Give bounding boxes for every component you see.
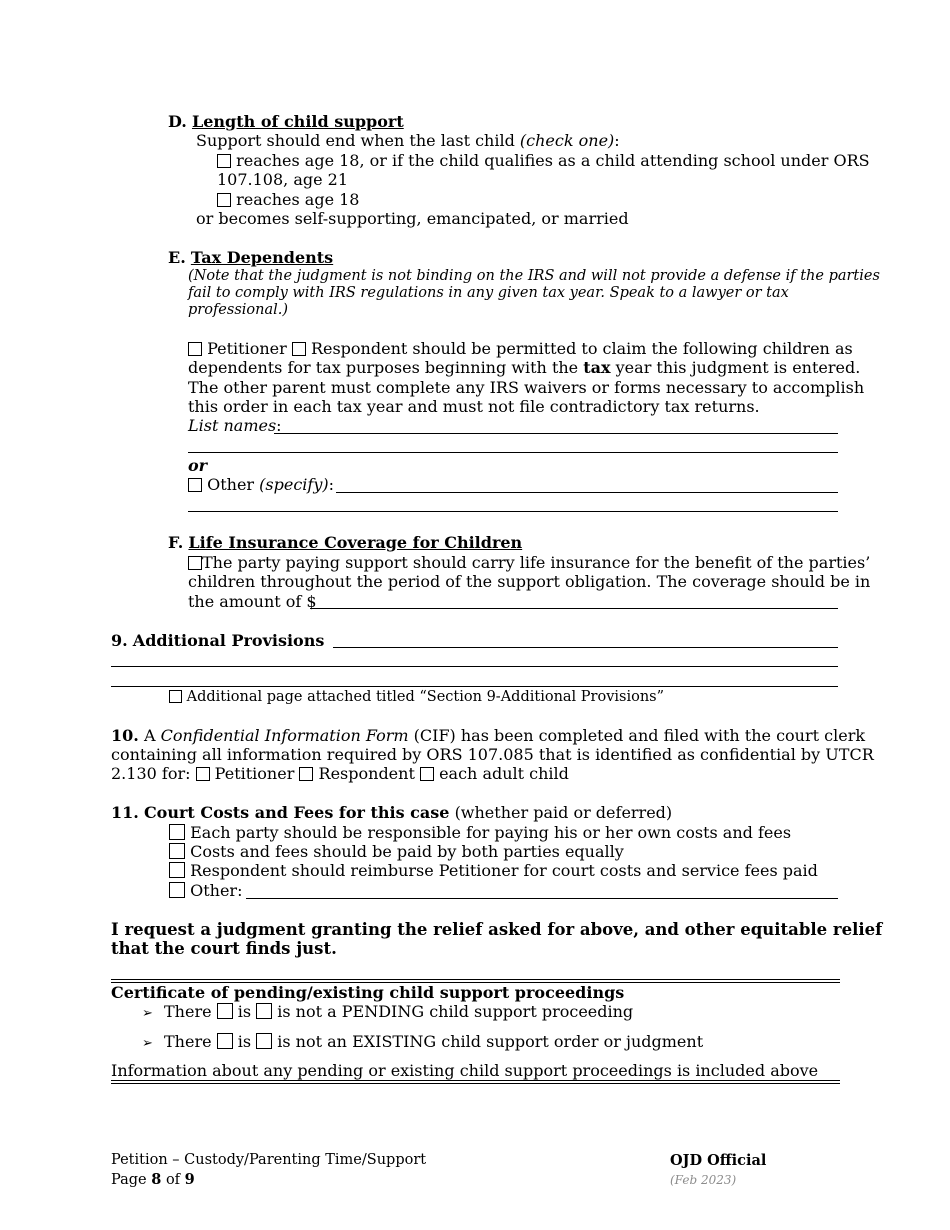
additional-provisions-field-1[interactable] [333, 647, 838, 648]
tax-claim-line-2: dependents for tax purposes beginning with the tax year this judgment is entered. [188, 358, 861, 377]
footer-form-title: Petition – Custody/Parenting Time/Support [111, 1152, 427, 1168]
tax-note-line-2: fail to comply with IRS regulations in any given tax year. Speak to a lawyer or tax [188, 285, 789, 301]
age-21-checkbox[interactable] [217, 154, 231, 168]
arrow-bullet-icon: ➢ [142, 1036, 153, 1051]
tax-note-line-1: (Note that the judgment is not binding on the IRS and will not provide a defense if the parties [188, 268, 880, 284]
section-10-line-3: 2.130 for: Petitioner Respondent each adult child [111, 764, 569, 783]
certificate-info: Information about any pending or existing child support proceedings is included above [111, 1061, 819, 1080]
list-names-field[interactable] [274, 433, 838, 434]
tax-claim-line-4: this order in each tax year and must not file contradictory tax returns. [188, 397, 760, 416]
life-insurance-line-3: the amount of $ [188, 592, 317, 611]
costs-reimburse-checkbox[interactable] [169, 862, 185, 878]
cif-adult-child-checkbox[interactable] [420, 767, 434, 781]
tax-note-line-3: professional.) [188, 302, 289, 318]
section-f-heading: F. Life Insurance Coverage for Children [168, 533, 523, 552]
section-d-intro: Support should end when the last child (check one): [196, 131, 620, 150]
tax-petitioner-checkbox[interactable] [188, 342, 202, 356]
section-10-line-1: 10. A Confidential Information Form (CIF) has been completed and filed with the court clerk [111, 726, 866, 745]
section-d-closing: or becomes self-supporting, emancipated, or married [196, 209, 629, 228]
costs-option-2: Costs and fees should be paid by both parties equally [169, 842, 624, 861]
costs-other-field[interactable] [246, 898, 838, 899]
cif-petitioner-checkbox[interactable] [196, 767, 210, 781]
section-d-option-1: reaches age 18, or if the child qualifies as a child attending school under ORS [217, 151, 870, 170]
cif-respondent-checkbox[interactable] [299, 767, 313, 781]
section-11-heading: 11. Court Costs and Fees for this case (whether paid or deferred) [111, 803, 673, 822]
life-insurance-line-2: children throughout the period of the support obligation. The coverage should be in [188, 572, 871, 591]
certificate-title: Certificate of pending/existing child support proceedings [111, 983, 625, 1002]
tax-respondent-checkbox[interactable] [292, 342, 306, 356]
tax-claim-line-3: The other parent must complete any IRS waivers or forms necessary to accomplish [188, 378, 865, 397]
pending-is-not-checkbox[interactable] [256, 1003, 272, 1019]
section-d-heading: D. Length of child support [168, 112, 404, 131]
costs-equal-checkbox[interactable] [169, 843, 185, 859]
arrow-bullet-icon: ➢ [142, 1006, 153, 1021]
request-line-1: I request a judgment granting the relief asked for above, and other equitable relief [111, 920, 883, 939]
tax-other-field[interactable] [336, 492, 838, 493]
costs-option-4: Other: [169, 881, 242, 900]
tax-other-option: Other (specify): [188, 475, 334, 494]
section-9-heading: 9. Additional Provisions [111, 631, 325, 650]
existing-is-not-checkbox[interactable] [256, 1033, 272, 1049]
section-e-heading: E. Tax Dependents [168, 248, 334, 267]
or-label: or [188, 456, 208, 475]
section-d-option-2: reaches age 18 [217, 190, 359, 209]
additional-page-option: Additional page attached titled “Section 9-Additional Provisions” [169, 688, 664, 707]
age-18-checkbox[interactable] [217, 193, 231, 207]
existing-order-row: ➢ There is is not an EXISTING child support order or judgment [142, 1032, 704, 1051]
list-names-label: List names: [188, 416, 282, 435]
request-line-2: that the court finds just. [111, 939, 337, 958]
section-d-option-1-cont: 107.108, age 21 [217, 170, 349, 189]
existing-is-checkbox[interactable] [217, 1033, 233, 1049]
section-10-line-2: containing all information required by ORS 107.085 that is identified as confidential by UTCR [111, 745, 874, 764]
tax-claim-line-1: Petitioner Respondent should be permitted to claim the following children as [188, 339, 853, 358]
coverage-amount-field[interactable] [310, 608, 838, 609]
tax-other-field-2[interactable] [188, 511, 838, 512]
footer-date: (Feb 2023) [670, 1173, 737, 1187]
costs-own-checkbox[interactable] [169, 824, 185, 840]
tax-other-checkbox[interactable] [188, 478, 202, 492]
costs-option-1: Each party should be responsible for paying his or her own costs and fees [169, 823, 791, 842]
pending-proceeding-row: ➢ There is is not a PENDING child support proceeding [142, 1002, 634, 1021]
additional-page-checkbox[interactable] [169, 690, 182, 703]
list-names-field-2[interactable] [188, 452, 838, 453]
costs-option-3: Respondent should reimburse Petitioner for court costs and service fees paid [169, 861, 818, 880]
life-insurance-line-1: The party paying support should carry life insurance for the benefit of the parties’ [188, 553, 870, 572]
additional-provisions-field-3[interactable] [111, 686, 838, 687]
additional-provisions-field-2[interactable] [111, 666, 838, 667]
pending-is-checkbox[interactable] [217, 1003, 233, 1019]
life-insurance-checkbox[interactable] [188, 556, 202, 570]
footer-official: OJD Official [670, 1152, 767, 1169]
costs-other-checkbox[interactable] [169, 882, 185, 898]
footer-page-number: Page 8 of 9 [111, 1171, 195, 1188]
certificate-bottom-rule [111, 1080, 840, 1084]
